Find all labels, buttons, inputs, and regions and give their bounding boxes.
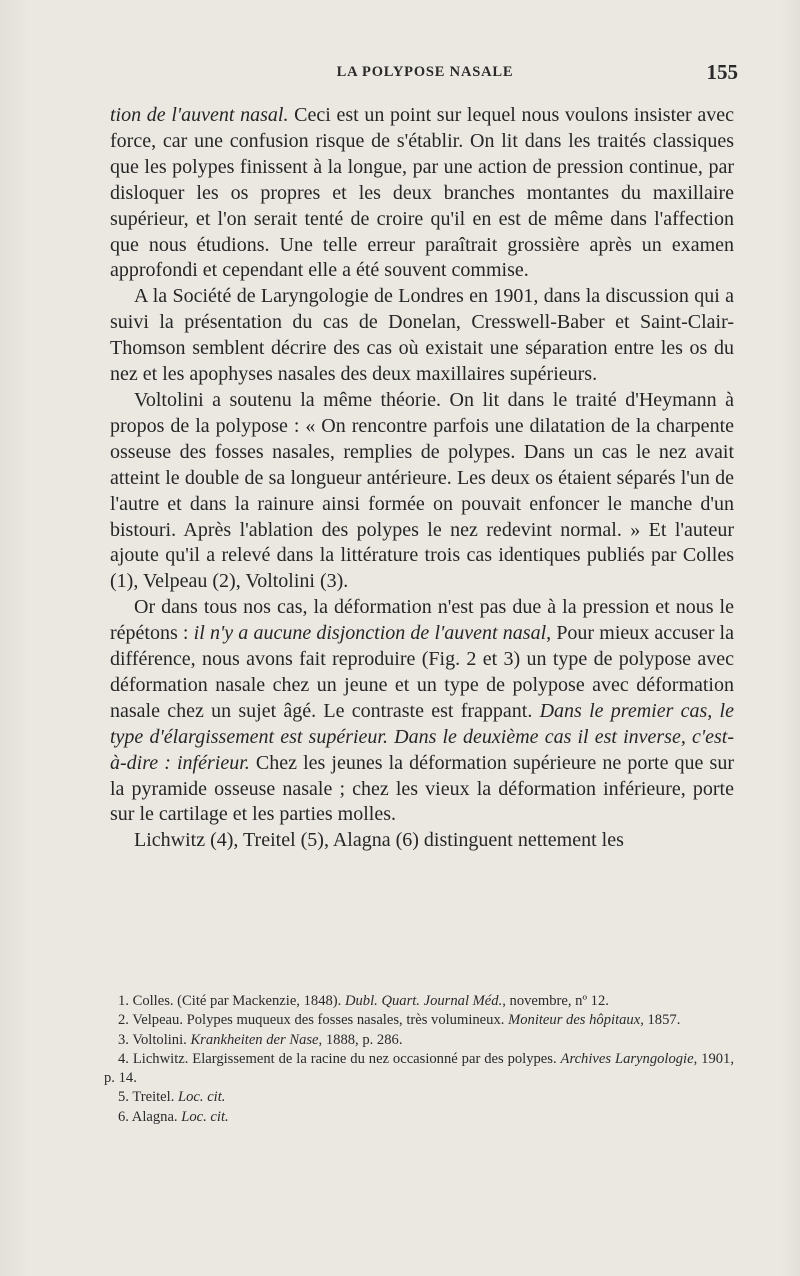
text-segment: Or dans tous nos cas, la déformation n'est pas due à la pression et nous le répétons : <box>110 596 734 645</box>
page-number: 155 <box>706 60 738 84</box>
text-segment: Chez les jeunes la déformation supérieure ne porte que sur la pyramide osseuse nasale ; chez les vieux la déformation inférieure, porte sur le cartilage et les parties molles. <box>110 751 734 826</box>
footnote <box>104 1088 734 1107</box>
text-segment: , Pour mieux accuser la différence, nous avons fait reproduire (Fig. 2 et 3) un type de polypose avec déformation nasale chez un jeune et un type de polypose avec déformation nasale chez un sujet âgé. Le contraste est frappant. <box>110 622 734 722</box>
footnote <box>104 1031 734 1050</box>
italic-text-segment: Archives Laryngologie <box>560 1050 694 1067</box>
body-paragraph <box>110 388 734 595</box>
body-paragraph <box>110 103 734 284</box>
body-text <box>110 103 734 854</box>
text-segment: 2. Velpeau. Polypes muqueux des fosses nasales, très volumineux. <box>118 1012 509 1029</box>
italic-text-segment: Dans le premier cas, le type d'élargissement est supérieur. Dans le deuxième cas il est inverse, c'est-à-dire : inférieur. <box>110 699 734 774</box>
text-segment: , novembre, nº 12. <box>502 993 609 1009</box>
body-paragraph <box>110 284 734 388</box>
running-title: LA POLYPOSE NASALE <box>336 64 514 80</box>
italic-text-segment: Dubl. Quart. Journal Méd. <box>344 993 503 1009</box>
footnotes <box>104 992 734 1127</box>
footnote <box>104 1050 734 1089</box>
footnote <box>104 1108 734 1127</box>
italic-text-segment: Loc. cit. <box>178 1089 226 1106</box>
body-paragraph <box>110 828 734 854</box>
text-segment: 1. Colles. (Cité par Mackenzie, 1848). <box>118 993 345 1009</box>
text-segment: Ceci est un point sur lequel nous voulons insister avec force, car une confusion risque de s'établir. On lit dans les traités classiques que les polypes finissent à la longue, par une action de pression continue, par disloquer les os propres et les deux branches montantes du maxillaire supérieur, et l'on serait tenté de croire qu'il en est de même dans l'affection que nous étudions. Une telle erreur paraîtrait grossière après un examen approfondi et cependant elle a été souvent commise. <box>110 104 734 282</box>
text-segment: A la Société de Laryngologie de Londres en 1901, dans la discussion qui a suivi la présentation du cas de Donelan, Cresswell-Baber et Saint-Clair-Thomson semblent décrire des cas où existait une séparation entre les os du nez et les apophyses nasales des deux maxillaires supérieurs. <box>110 285 734 386</box>
text-segment: 6. Alagna. <box>118 1108 182 1125</box>
text-segment: 3. Voltolini. <box>118 1031 191 1048</box>
footnote <box>104 1011 734 1030</box>
text-segment: , 1888, p. 286. <box>318 1031 403 1048</box>
italic-text-segment: il n'y a aucune disjonction de l'auvent nasal <box>193 622 547 645</box>
page-header <box>110 60 740 88</box>
text-segment: Lichwitz (4), Treitel (5), Alagna (6) distinguent nettement les <box>134 829 624 852</box>
text-segment: , 1901, p. 14. <box>104 1050 735 1087</box>
italic-text-segment: Moniteur des hôpitaux <box>508 1012 641 1029</box>
text-segment: , 1857. <box>640 1012 681 1029</box>
body-paragraph <box>110 595 734 828</box>
text-segment: Voltolini a soutenu la même théorie. On lit dans le traité d'Heymann à propos de la polypose : « On rencontre parfois une dilatation de la charpente osseuse des fosses nasales, remplies de polypes. Dans un cas le nez avait atteint le double de sa longueur antérieure. Les deux os étaient séparés l'un de l'autre et dans la rainure ainsi formée on pouvait enfoncer le manche d'un bistouri. Après l'ablation des polypes le nez redevint normal. » Et l'auteur ajoute qu'il a relevé dans la littérature trois cas identiques publiés par Colles (1), Velpeau (2), Voltolini (3). <box>110 388 734 593</box>
text-segment: 5. Treitel. <box>118 1089 179 1106</box>
italic-text-segment: Krankheiten der Nase <box>190 1031 319 1048</box>
italic-text-segment: Loc. cit. <box>181 1108 229 1125</box>
footnote <box>104 992 734 1011</box>
italic-text-segment: tion de l'auvent nasal. <box>110 104 289 126</box>
text-segment: 4. Lichwitz. Elargissement de la racine du nez occasionné par des polypes. <box>118 1050 561 1067</box>
